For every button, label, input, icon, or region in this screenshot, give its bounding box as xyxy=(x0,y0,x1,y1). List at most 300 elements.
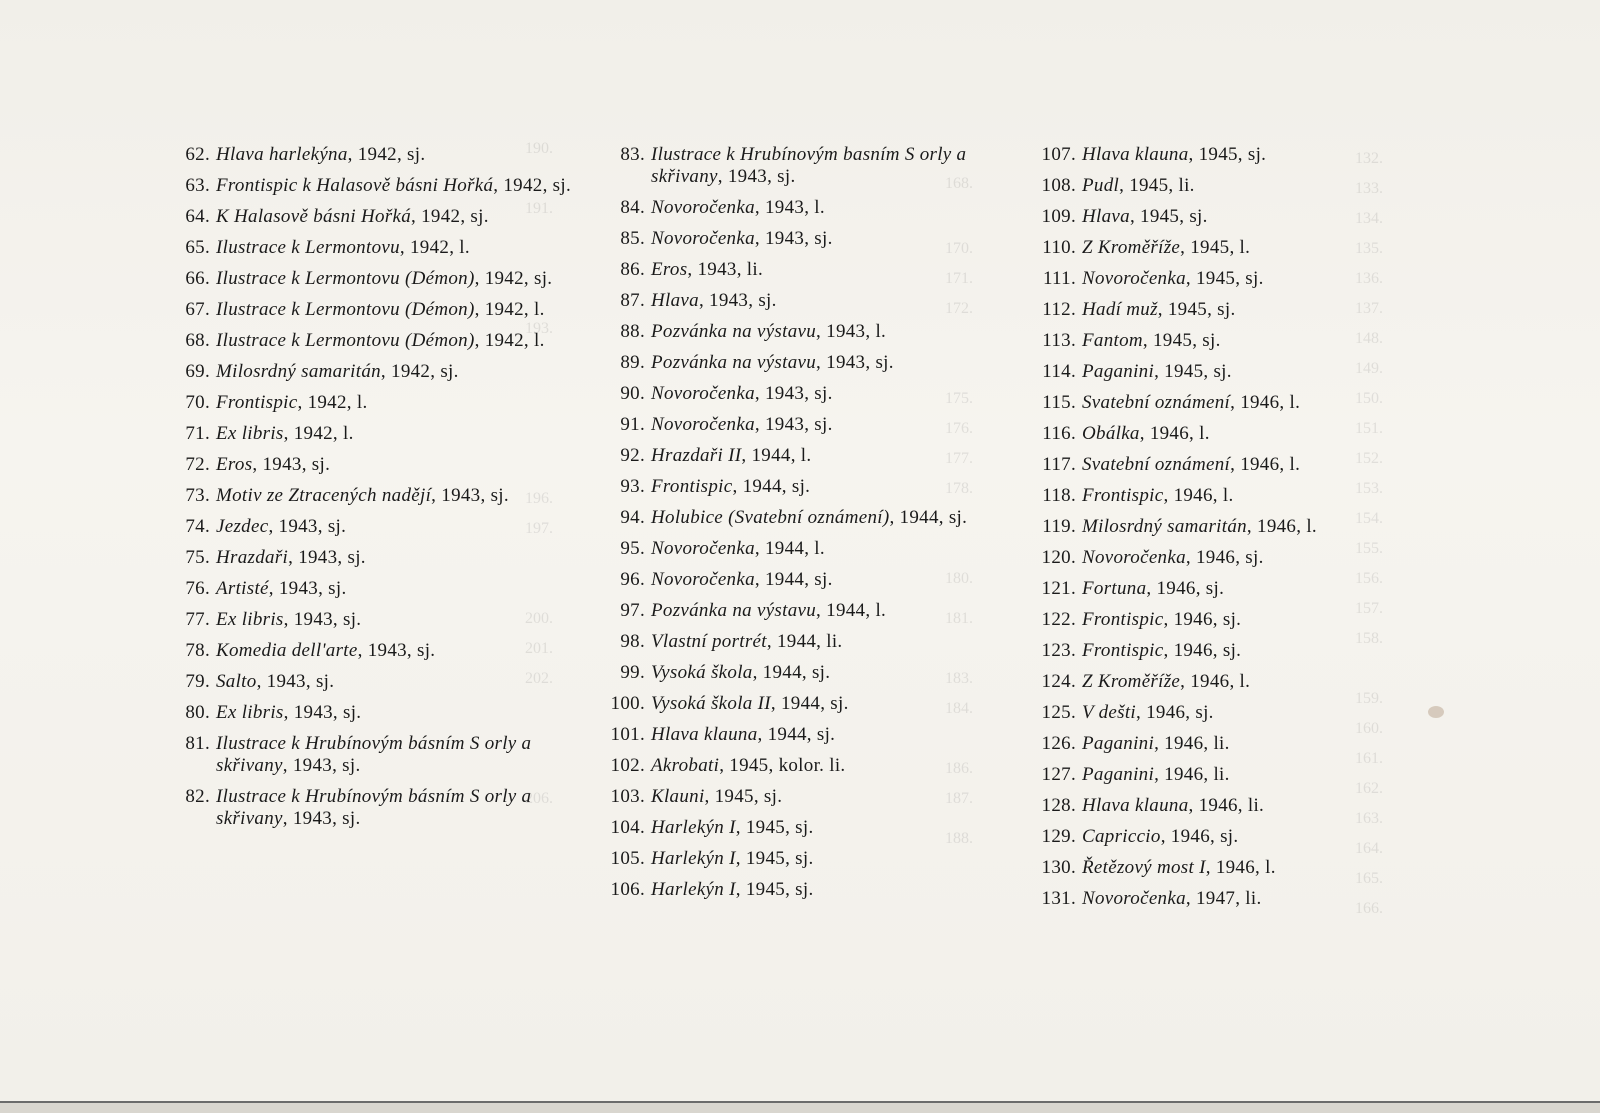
entry-number: 119. xyxy=(1042,516,1076,537)
entry-text xyxy=(216,733,588,777)
entry-details: , 1942, sj. xyxy=(347,144,426,165)
entry-text xyxy=(651,507,1005,529)
entry-details: , 1943, sj. xyxy=(252,454,331,475)
entry-title: Ex libris xyxy=(216,423,284,444)
entry-number: 104. xyxy=(610,817,645,838)
entry-number: 116. xyxy=(1042,423,1076,444)
entry-title: Salto xyxy=(216,671,257,692)
catalog-entry xyxy=(605,476,1005,498)
entry-title: Frontispic xyxy=(1082,485,1164,506)
entry-details: , 1943, li. xyxy=(687,259,763,280)
entry-text xyxy=(216,361,588,383)
catalog-entry xyxy=(168,578,588,600)
entry-details: , 1946, l. xyxy=(1139,423,1210,444)
entry-title: Ilustrace k Hrubínovým basním S orly a skřivany xyxy=(651,144,967,187)
entry-number: 99. xyxy=(620,662,645,683)
entry-number: 117. xyxy=(1042,454,1076,475)
entry-text xyxy=(216,786,588,830)
entry-text xyxy=(216,330,588,352)
entry-text xyxy=(651,383,1005,405)
entry-number: 102. xyxy=(610,755,645,776)
entry-details: , 1943, sj. xyxy=(268,516,347,537)
catalog-entry xyxy=(1030,299,1410,321)
entry-number: 73. xyxy=(185,485,210,506)
entry-number: 95. xyxy=(620,538,645,559)
catalog-entry xyxy=(605,631,1005,653)
entry-details: , 1946, l. xyxy=(1180,671,1251,692)
catalog-entry xyxy=(168,640,588,662)
entry-details: , 1943, sj. xyxy=(816,352,894,373)
entry-details: , 1943, sj. xyxy=(717,166,796,187)
entry-number: 81. xyxy=(185,733,210,754)
entry-number: 63. xyxy=(185,175,210,196)
entry-text xyxy=(216,547,588,569)
catalog-entry xyxy=(1030,206,1410,228)
entry-details: , 1946, li. xyxy=(1154,764,1230,785)
entry-details: , 1942, l. xyxy=(474,330,545,351)
entry-text xyxy=(651,445,1005,467)
entry-number: 92. xyxy=(620,445,645,466)
entry-number: 105. xyxy=(610,848,645,869)
entry-details: , 1945, sj. xyxy=(1154,361,1232,382)
entry-details: , 1944, sj. xyxy=(889,507,968,528)
entry-number: 100. xyxy=(610,693,645,714)
entry-number: 128. xyxy=(1041,795,1076,816)
entry-number: 129. xyxy=(1041,826,1076,847)
entry-title: Novoročenka xyxy=(651,414,755,435)
entry-details: , 1942, sj. xyxy=(380,361,459,382)
entry-number: 86. xyxy=(620,259,645,280)
entry-number: 64. xyxy=(185,206,210,227)
catalog-entry xyxy=(605,538,1005,560)
entry-title: Klauni xyxy=(651,786,705,807)
entry-text xyxy=(216,609,588,631)
catalog-entry xyxy=(605,817,1005,839)
entry-text xyxy=(1082,702,1410,724)
entry-title: Vysoká škola xyxy=(651,662,753,683)
entry-number: 80. xyxy=(185,702,210,723)
entry-text xyxy=(651,290,1005,312)
entry-text xyxy=(216,640,588,662)
catalog-entry xyxy=(1030,547,1410,569)
catalog-entry xyxy=(605,755,1005,777)
catalog-entry xyxy=(605,507,1005,529)
entry-text xyxy=(1082,423,1410,445)
entry-details: , 1942, sj. xyxy=(493,175,572,196)
entry-title: Hlava harlekýna xyxy=(216,144,348,165)
entry-title: Novoročenka xyxy=(651,569,755,590)
catalog-entry xyxy=(1030,578,1410,600)
catalog-entry xyxy=(168,454,588,476)
entry-title: Novoročenka xyxy=(1082,888,1186,909)
entry-number: 97. xyxy=(620,600,645,621)
catalog-entry xyxy=(1030,888,1410,910)
paper-stain xyxy=(1428,706,1444,718)
entry-text xyxy=(651,631,1005,653)
entry-number: 115. xyxy=(1042,392,1076,413)
catalog-entry xyxy=(168,392,588,414)
entry-title: Paganini xyxy=(1082,361,1155,382)
entry-text xyxy=(216,702,588,724)
entry-details: , 1946, sj. xyxy=(1146,578,1225,599)
entry-number: 71. xyxy=(185,423,210,444)
entry-title: Milosrdný samaritán xyxy=(216,361,381,382)
entry-details: , 1944, sj. xyxy=(754,569,833,590)
entry-number: 76. xyxy=(185,578,210,599)
entry-title: Hlava klauna xyxy=(1082,144,1189,165)
entry-details: , 1945, sj. xyxy=(735,817,814,838)
catalog-entry xyxy=(1030,392,1410,414)
entry-number: 121. xyxy=(1041,578,1076,599)
entry-title: K Halasově básni Hořká xyxy=(216,206,412,227)
entry-details: , 1944, l. xyxy=(754,538,825,559)
entry-details: , 1946, sj. xyxy=(1163,640,1242,661)
entry-title: Z Kroměříže xyxy=(1082,671,1181,692)
entry-number: 126. xyxy=(1041,733,1076,754)
entry-title: Harlekýn I xyxy=(651,817,736,838)
entry-text xyxy=(1082,268,1410,290)
entry-title: Frontispic xyxy=(651,476,733,497)
catalog-entry xyxy=(1030,237,1410,259)
entry-text xyxy=(1082,578,1410,600)
entry-number: 111. xyxy=(1042,268,1076,289)
catalog-entry xyxy=(168,299,588,321)
catalog-entry xyxy=(1030,330,1410,352)
entry-title: Frontispic xyxy=(1082,640,1164,661)
entry-title: Fantom xyxy=(1082,330,1143,351)
entry-text xyxy=(216,206,588,228)
entry-details: , 1946, l. xyxy=(1230,454,1301,475)
entry-number: 75. xyxy=(185,547,210,568)
entry-number: 66. xyxy=(185,268,210,289)
entry-title: Artisté xyxy=(216,578,269,599)
entry-text xyxy=(1082,671,1410,693)
catalog-entry xyxy=(168,733,588,777)
entry-title: Vlastní portrét xyxy=(651,631,767,652)
entry-text xyxy=(651,228,1005,250)
entry-number: 69. xyxy=(185,361,210,382)
catalog-entry xyxy=(605,848,1005,870)
entry-text xyxy=(651,879,1005,901)
entry-details: , 1943, sj. xyxy=(268,578,347,599)
catalog-entry xyxy=(1030,795,1410,817)
entry-title: Novoročenka xyxy=(651,228,755,249)
catalog-entry xyxy=(1030,175,1410,197)
entry-title: Novoročenka xyxy=(651,538,755,559)
entry-title: Ilustrace k Lermontovu (Démon) xyxy=(216,299,475,320)
catalog-entry xyxy=(605,259,1005,281)
entry-details: , 1945, sj. xyxy=(1157,299,1236,320)
entry-details: , 1945, sj. xyxy=(735,848,814,869)
catalog-entry xyxy=(1030,671,1410,693)
entry-title: Capriccio xyxy=(1082,826,1161,847)
entry-details: , 1942, l. xyxy=(283,423,354,444)
entry-title: Svatební oznámení xyxy=(1082,454,1231,475)
catalog-entry xyxy=(168,485,588,507)
entry-text xyxy=(651,321,1005,343)
entry-title: Hadí muž xyxy=(1082,299,1158,320)
entry-text xyxy=(1082,361,1410,383)
entry-title: Akrobati xyxy=(651,755,720,776)
entry-number: 108. xyxy=(1041,175,1076,196)
entry-title: Jezdec xyxy=(216,516,269,537)
entry-title: Ilustrace k Lermontovu xyxy=(216,237,400,258)
entry-details: , 1943, l. xyxy=(816,321,887,342)
catalog-entry xyxy=(168,330,588,352)
entry-details: , 1943, sj. xyxy=(283,702,362,723)
entry-number: 93. xyxy=(620,476,645,497)
entry-details: , 1942, l. xyxy=(297,392,368,413)
entry-number: 89. xyxy=(620,352,645,373)
entry-number: 122. xyxy=(1041,609,1076,630)
entry-number: 109. xyxy=(1041,206,1076,227)
entry-number: 124. xyxy=(1041,671,1076,692)
entry-number: 131. xyxy=(1041,888,1076,909)
catalog-entry xyxy=(1030,361,1410,383)
entry-text xyxy=(651,817,1005,839)
catalog-entry xyxy=(1030,764,1410,786)
entry-title: Eros xyxy=(216,454,253,475)
entry-title: Ex libris xyxy=(216,609,284,630)
entry-text xyxy=(216,237,588,259)
catalog-entry xyxy=(1030,454,1410,476)
entry-text xyxy=(216,392,588,414)
entry-text xyxy=(1082,826,1410,848)
entry-number: 106. xyxy=(610,879,645,900)
catalog-entry xyxy=(1030,640,1410,662)
catalog-entry xyxy=(605,569,1005,591)
catalog-entry xyxy=(168,423,588,445)
catalog-entry xyxy=(1030,516,1410,538)
entry-details: , 1944, sj. xyxy=(757,724,836,745)
entry-title: Holubice (Svatební oznámení) xyxy=(651,507,890,528)
entry-details: , 1946, li. xyxy=(1154,733,1230,754)
entry-title: Hrazdaři II xyxy=(651,445,742,466)
catalog-entry xyxy=(605,724,1005,746)
entry-text xyxy=(1082,795,1410,817)
catalog-entry xyxy=(605,600,1005,622)
entry-text xyxy=(651,476,1005,498)
entry-text xyxy=(651,724,1005,746)
catalog-entry xyxy=(605,352,1005,374)
entry-title: Harlekýn I xyxy=(651,848,736,869)
entry-text xyxy=(1082,299,1410,321)
catalog-column-1 xyxy=(168,144,588,839)
catalog-entry xyxy=(1030,826,1410,848)
catalog-entry xyxy=(168,671,588,693)
entry-text xyxy=(216,268,588,290)
entry-text xyxy=(651,600,1005,622)
page-bottom-edge xyxy=(0,1101,1600,1113)
entry-title: Z Kroměříže xyxy=(1082,237,1181,258)
entry-details: , 1947, li. xyxy=(1185,888,1262,909)
entry-number: 96. xyxy=(620,569,645,590)
entry-number: 87. xyxy=(620,290,645,311)
entry-text xyxy=(1082,547,1410,569)
entry-details: , 1944, sj. xyxy=(752,662,831,683)
entry-title: Novoročenka xyxy=(651,197,755,218)
entry-title: Ilustrace k Hrubínovým básním S orly a skřivany xyxy=(216,786,532,829)
catalog-entry xyxy=(1030,609,1410,631)
entry-number: 74. xyxy=(185,516,210,537)
entry-details: , 1946, sj. xyxy=(1163,609,1242,630)
catalog-entry xyxy=(605,879,1005,901)
entry-text xyxy=(1082,733,1410,755)
entry-number: 130. xyxy=(1041,857,1076,878)
entry-text xyxy=(1082,330,1410,352)
entry-number: 110. xyxy=(1042,237,1076,258)
entry-number: 90. xyxy=(620,383,645,404)
entry-number: 70. xyxy=(185,392,210,413)
entry-details: , 1945, sj. xyxy=(1185,268,1264,289)
entry-title: Fortuna xyxy=(1082,578,1147,599)
catalog-entry xyxy=(605,321,1005,343)
entry-details: , 1945, sj. xyxy=(1129,206,1208,227)
entry-details: , 1946, l. xyxy=(1205,857,1276,878)
entry-text xyxy=(1082,144,1410,166)
entry-text xyxy=(1082,764,1410,786)
entry-details: , 1945, sj. xyxy=(735,879,814,900)
entry-text xyxy=(651,569,1005,591)
catalog-entry xyxy=(1030,733,1410,755)
entry-details: , 1945, li. xyxy=(1119,175,1195,196)
entry-text xyxy=(651,538,1005,560)
catalog-entry xyxy=(168,237,588,259)
entry-text xyxy=(651,755,1005,777)
catalog-entry xyxy=(168,361,588,383)
entry-details: , 1945, sj. xyxy=(1142,330,1221,351)
catalog-entry xyxy=(605,693,1005,715)
entry-details: , 1946, sj. xyxy=(1185,547,1264,568)
entry-title: Pozvánka na výstavu xyxy=(651,600,817,621)
entry-title: Hlava xyxy=(1082,206,1130,227)
catalog-entry xyxy=(168,268,588,290)
catalog-entry xyxy=(168,175,588,197)
entry-details: , 1945, kolor. li. xyxy=(719,755,846,776)
entry-details: , 1946, l. xyxy=(1163,485,1234,506)
entry-text xyxy=(216,454,588,476)
catalog-entry xyxy=(605,197,1005,219)
entry-details: , 1943, sj. xyxy=(282,755,361,776)
entry-number: 68. xyxy=(185,330,210,351)
entry-text xyxy=(216,578,588,600)
catalog-entry xyxy=(168,609,588,631)
entry-title: Eros xyxy=(651,259,688,280)
entry-details: , 1943, sj. xyxy=(282,808,361,829)
entry-details: , 1943, sj. xyxy=(357,640,436,661)
catalog-entry xyxy=(605,383,1005,405)
entry-title: Frontispic xyxy=(1082,609,1164,630)
entry-details: , 1943, sj. xyxy=(256,671,335,692)
catalog-entry xyxy=(605,662,1005,684)
entry-text xyxy=(651,786,1005,808)
entry-title: V dešti xyxy=(1082,702,1136,723)
entry-details: , 1945, sj. xyxy=(1188,144,1267,165)
entry-text xyxy=(1082,485,1410,507)
entry-text xyxy=(651,144,1005,188)
entry-text xyxy=(1082,609,1410,631)
catalog-column-3 xyxy=(1030,144,1410,919)
catalog-entry xyxy=(1030,702,1410,724)
entry-title: Novoročenka xyxy=(1082,547,1186,568)
catalog-entry xyxy=(605,144,1005,188)
catalog-entry xyxy=(1030,268,1410,290)
entry-title: Pudl xyxy=(1082,175,1120,196)
entry-title: Pozvánka na výstavu xyxy=(651,352,817,373)
entry-details: , 1944, l. xyxy=(816,600,887,621)
entry-number: 114. xyxy=(1042,361,1076,382)
entry-details: , 1946, sj. xyxy=(1160,826,1239,847)
entry-text xyxy=(651,662,1005,684)
entry-text xyxy=(1082,206,1410,228)
catalog-entry xyxy=(1030,423,1410,445)
entry-text xyxy=(651,259,1005,281)
catalog-entry xyxy=(168,144,588,166)
entry-details: , 1946, l. xyxy=(1230,392,1301,413)
entry-number: 120. xyxy=(1041,547,1076,568)
entry-title: Vysoká škola II xyxy=(651,693,771,714)
entry-details: , 1943, sj. xyxy=(698,290,777,311)
entry-details: , 1943, sj. xyxy=(754,383,833,404)
entry-text xyxy=(651,848,1005,870)
entry-title: Řetězový most I xyxy=(1082,857,1206,878)
entry-text xyxy=(1082,516,1410,538)
entry-title: Ex libris xyxy=(216,702,284,723)
entry-details: , 1943, l. xyxy=(754,197,825,218)
entry-title: Ilustrace k Lermontovu (Démon) xyxy=(216,268,475,289)
entry-title: Harlekýn I xyxy=(651,879,736,900)
entry-title: Hlava klauna xyxy=(651,724,758,745)
show-through-text: 190. 191. 193. 196. 197. 200. 201. 202. 206. 168. 170. 171. 172. 175. 176. 177. 178. 180. 181. 183. 184. 186. 187. 188. 132. 133. 134. 135. 136. 137. 148. 149. 150. 151. 152. 153. 154. 155. 156. 157. 158. 159. 160. 161. 162. 163. 164. 165. 166. xyxy=(525,140,1383,917)
entry-details: , 1946, li. xyxy=(1188,795,1265,816)
entry-number: 113. xyxy=(1042,330,1076,351)
entry-title: Obálka xyxy=(1082,423,1140,444)
catalog-column-2 xyxy=(605,144,1005,910)
catalog-entry xyxy=(168,516,588,538)
entry-text xyxy=(651,414,1005,436)
entry-number: 78. xyxy=(185,640,210,661)
entry-details: , 1946, l. xyxy=(1246,516,1317,537)
entry-number: 107. xyxy=(1041,144,1076,165)
entry-title: Paganini xyxy=(1082,733,1155,754)
entry-text xyxy=(651,693,1005,715)
entry-details: , 1943, sj. xyxy=(754,228,833,249)
entry-number: 123. xyxy=(1041,640,1076,661)
entry-number: 72. xyxy=(185,454,210,475)
entry-number: 85. xyxy=(620,228,645,249)
entry-text xyxy=(1082,857,1410,879)
entry-number: 94. xyxy=(620,507,645,528)
entry-number: 67. xyxy=(185,299,210,320)
entry-details: , 1944, li. xyxy=(766,631,843,652)
entry-text xyxy=(216,144,588,166)
entry-details: , 1944, sj. xyxy=(732,476,811,497)
entry-text xyxy=(1082,392,1410,414)
entry-number: 125. xyxy=(1041,702,1076,723)
entry-details: , 1942, l. xyxy=(474,299,545,320)
entry-number: 77. xyxy=(185,609,210,630)
entry-title: Motiv ze Ztracených nadějí xyxy=(216,485,432,506)
entry-text xyxy=(651,352,1005,374)
entry-title: Pozvánka na výstavu xyxy=(651,321,817,342)
entry-title: Milosrdný samaritán xyxy=(1082,516,1247,537)
entry-text xyxy=(1082,175,1410,197)
entry-number: 91. xyxy=(620,414,645,435)
entry-number: 88. xyxy=(620,321,645,342)
entry-details: , 1943, sj. xyxy=(288,547,366,568)
entry-title: Novoročenka xyxy=(1082,268,1186,289)
catalog-entry xyxy=(605,228,1005,250)
